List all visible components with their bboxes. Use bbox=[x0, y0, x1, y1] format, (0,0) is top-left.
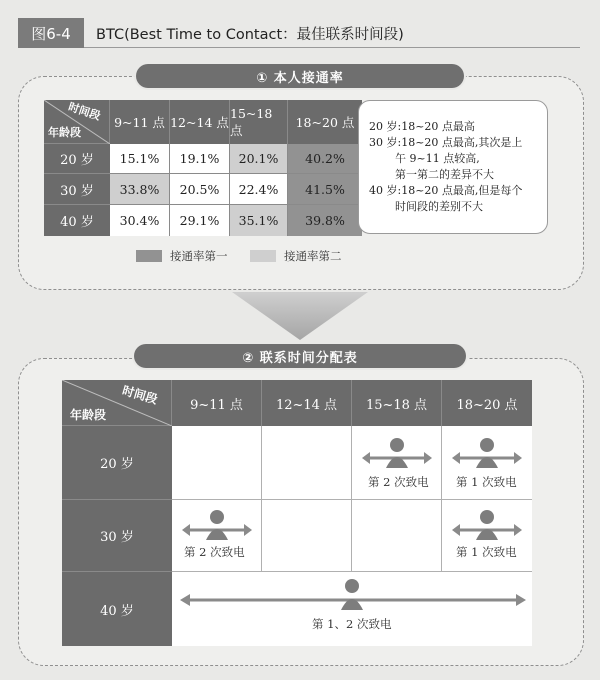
table-cell: 15.1% bbox=[110, 144, 170, 174]
contact-rate-table bbox=[44, 100, 362, 236]
table-cell-second: 35.1% bbox=[230, 205, 288, 236]
schedule-cell bbox=[352, 500, 442, 572]
legend-label-second: 接通率第二 bbox=[284, 249, 342, 263]
column-header: 12~14 点 bbox=[170, 100, 230, 144]
column-header: 12~14 点 bbox=[262, 380, 352, 426]
legend-second bbox=[250, 248, 342, 264]
column-header: 9~11 点 bbox=[110, 100, 170, 144]
column-header: 18~20 点 bbox=[288, 100, 362, 144]
corner-time-label: 时间段 bbox=[66, 100, 103, 123]
row-header: 40 岁 bbox=[44, 205, 110, 236]
schedule-cell bbox=[262, 426, 352, 500]
legend-swatch-second bbox=[250, 250, 276, 262]
table-cell: 29.1% bbox=[170, 205, 230, 236]
person-arrow-icon bbox=[452, 436, 522, 470]
note-line: 20 岁:18~20 点最高 bbox=[369, 120, 475, 133]
table-cell: 20.5% bbox=[170, 174, 230, 205]
table-cell-first: 39.8% bbox=[288, 205, 362, 236]
note-line: 午 9~11 点较高, bbox=[395, 152, 480, 165]
corner-cell bbox=[62, 380, 172, 426]
corner-age-label: 年龄段 bbox=[70, 408, 107, 422]
schedule-cell bbox=[172, 426, 262, 500]
down-arrow-icon bbox=[232, 292, 368, 340]
legend-first bbox=[136, 248, 228, 264]
call-label: 第 1 次致电 bbox=[456, 545, 517, 559]
schedule-cell bbox=[262, 500, 352, 572]
table-cell-second: 33.8% bbox=[110, 174, 170, 205]
row-header: 30 岁 bbox=[62, 500, 172, 572]
table-cell: 19.1% bbox=[170, 144, 230, 174]
call-schedule-table bbox=[62, 380, 532, 646]
corner-age-label: 年龄段 bbox=[48, 126, 81, 139]
header-divider bbox=[84, 47, 580, 48]
legend-swatch-first bbox=[136, 250, 162, 262]
call-label: 第 2 次致电 bbox=[184, 545, 245, 559]
table-cell-first: 40.2% bbox=[288, 144, 362, 174]
column-header: 18~20 点 bbox=[442, 380, 532, 426]
person-arrow-icon bbox=[452, 508, 522, 542]
note-line: 时间段的差别不大 bbox=[395, 200, 483, 213]
person-wide-arrow-icon bbox=[180, 576, 526, 612]
row-header: 30 岁 bbox=[44, 174, 110, 205]
corner-time-label: 时间段 bbox=[120, 383, 160, 407]
person-arrow-icon bbox=[362, 436, 432, 470]
section-call-schedule-title: ② 联系时间分配表 bbox=[134, 344, 466, 368]
call-label: 第 1 次致电 bbox=[456, 475, 517, 489]
note-line: 第一第二的差异不大 bbox=[395, 168, 494, 181]
call-label: 第 1、2 次致电 bbox=[312, 617, 392, 631]
table-cell: 30.4% bbox=[110, 205, 170, 236]
findings-note bbox=[358, 100, 548, 234]
column-header: 9~11 点 bbox=[172, 380, 262, 426]
figure-label: 图6-4 bbox=[18, 18, 84, 48]
column-header: 15~18 点 bbox=[352, 380, 442, 426]
note-line: 40 岁:18~20 点最高,但是每个 bbox=[369, 184, 523, 197]
row-header: 20 岁 bbox=[44, 144, 110, 174]
person-arrow-icon bbox=[182, 508, 252, 542]
note-line: 30 岁:18~20 点最高,其次是上 bbox=[369, 136, 523, 149]
row-header: 40 岁 bbox=[62, 572, 172, 646]
row-header: 20 岁 bbox=[62, 426, 172, 500]
table-cell-second: 20.1% bbox=[230, 144, 288, 174]
figure-title: BTC(Best Time to Contact：最佳联系时间段) bbox=[96, 26, 404, 43]
corner-cell bbox=[44, 100, 110, 144]
table-cell-first: 41.5% bbox=[288, 174, 362, 205]
table-cell: 22.4% bbox=[230, 174, 288, 205]
section-contact-rate-title: ① 本人接通率 bbox=[136, 64, 464, 88]
call-label: 第 2 次致电 bbox=[368, 475, 429, 489]
legend-label-first: 接通率第一 bbox=[170, 249, 228, 263]
column-header: 15~18 点 bbox=[230, 100, 288, 144]
